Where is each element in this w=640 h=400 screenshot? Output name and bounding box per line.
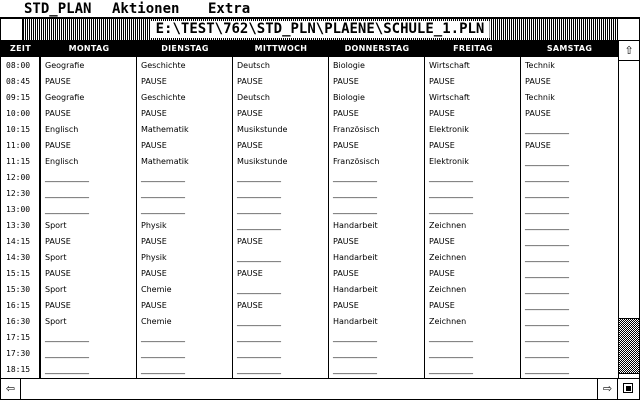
lesson-cell[interactable]: ___________ <box>525 189 569 198</box>
lesson-cell[interactable]: PAUSE <box>333 109 359 118</box>
lesson-cell[interactable]: Sport <box>45 253 67 262</box>
lesson-cell[interactable]: Französisch <box>333 125 380 134</box>
lesson-cell[interactable]: ___________ <box>525 317 569 326</box>
time-cell: 16:30 <box>6 317 31 326</box>
lesson-cell[interactable]: PAUSE <box>141 237 167 246</box>
lesson-cell[interactable]: Handarbeit <box>333 221 378 230</box>
table-row <box>1 170 618 186</box>
time-cell: 12:30 <box>6 189 31 198</box>
lesson-cell[interactable]: PAUSE <box>237 141 263 150</box>
lesson-cell[interactable]: PAUSE <box>333 301 359 310</box>
lesson-cell[interactable]: ___________ <box>237 317 281 326</box>
lesson-cell[interactable]: ___________ <box>45 189 89 198</box>
lesson-cell[interactable]: ___________ <box>333 333 377 342</box>
lesson-cell[interactable]: PAUSE <box>525 77 551 86</box>
lesson-cell[interactable]: ___________ <box>141 333 185 342</box>
lesson-cell[interactable]: ___________ <box>333 365 377 374</box>
lesson-cell[interactable]: PAUSE <box>237 237 263 246</box>
lesson-cell[interactable]: Physik <box>141 253 167 262</box>
lesson-cell[interactable]: ___________ <box>237 349 281 358</box>
table-row <box>1 58 618 74</box>
horizontal-scroll-track[interactable] <box>21 379 595 399</box>
lesson-cell[interactable]: PAUSE <box>333 237 359 246</box>
lesson-cell[interactable]: Mathematik <box>141 157 189 166</box>
lesson-cell[interactable]: Zeichnen <box>429 221 467 230</box>
time-cell: 16:15 <box>6 301 31 310</box>
lesson-cell[interactable]: Geografie <box>45 61 85 70</box>
table-row <box>1 362 618 378</box>
lesson-cell[interactable]: Elektronik <box>429 157 469 166</box>
lesson-cell[interactable]: Deutsch <box>237 61 270 70</box>
lesson-cell[interactable]: ___________ <box>45 365 89 374</box>
scroll-up-button[interactable] <box>619 41 639 61</box>
lesson-cell[interactable]: ___________ <box>333 349 377 358</box>
vertical-scroll-track[interactable] <box>619 61 639 373</box>
lesson-cell[interactable]: Elektronik <box>429 125 469 134</box>
lesson-cell[interactable]: Physik <box>141 221 167 230</box>
lesson-cell[interactable]: ___________ <box>525 205 569 214</box>
time-cell: 11:15 <box>6 157 31 166</box>
time-cell: 18:15 <box>6 365 31 374</box>
lesson-cell[interactable]: Handarbeit <box>333 317 378 326</box>
time-cell: 13:30 <box>6 221 31 230</box>
lesson-cell[interactable]: Geografie <box>45 93 85 102</box>
lesson-cell[interactable]: ___________ <box>237 285 281 294</box>
lesson-cell[interactable]: Biologie <box>333 61 365 70</box>
lesson-cell[interactable]: ___________ <box>45 173 89 182</box>
lesson-cell[interactable]: PAUSE <box>141 269 167 278</box>
time-cell: 17:30 <box>6 349 31 358</box>
scroll-right-button[interactable] <box>597 379 617 399</box>
lesson-cell[interactable]: ___________ <box>525 237 569 246</box>
table-row <box>1 250 618 266</box>
lesson-cell[interactable]: Biologie <box>333 93 365 102</box>
table-row <box>1 282 618 298</box>
time-cell: 08:00 <box>6 61 31 70</box>
lesson-cell[interactable]: PAUSE <box>45 77 71 86</box>
lesson-cell[interactable]: ___________ <box>429 349 473 358</box>
lesson-cell[interactable]: ___________ <box>237 253 281 262</box>
window-titlebar[interactable] <box>1 19 639 41</box>
arrow-up-icon: ⇧ <box>624 44 634 57</box>
lesson-cell[interactable]: ___________ <box>141 349 185 358</box>
lesson-cell[interactable]: ___________ <box>525 285 569 294</box>
lesson-cell[interactable]: ___________ <box>525 333 569 342</box>
table-row <box>1 314 618 330</box>
plan-window <box>0 18 640 400</box>
lesson-cell[interactable]: PAUSE <box>45 141 71 150</box>
table-row <box>1 106 618 122</box>
lesson-cell[interactable]: ___________ <box>45 349 89 358</box>
lesson-cell[interactable]: PAUSE <box>525 109 551 118</box>
lesson-cell[interactable]: Französisch <box>333 157 380 166</box>
lesson-cell[interactable]: Technik <box>525 93 555 102</box>
menu-aktionen[interactable]: Aktionen <box>112 1 180 17</box>
lesson-cell[interactable]: Sport <box>45 317 67 326</box>
time-cell: 13:00 <box>6 205 31 214</box>
lesson-cell[interactable]: ___________ <box>525 301 569 310</box>
arrow-left-icon: ⇦ <box>5 382 16 395</box>
table-row <box>1 346 618 362</box>
table-row <box>1 234 618 250</box>
lesson-cell[interactable]: PAUSE <box>429 237 455 246</box>
lesson-cell[interactable]: Handarbeit <box>333 285 378 294</box>
lesson-cell[interactable]: PAUSE <box>45 301 71 310</box>
lesson-cell[interactable]: Geschichte <box>141 61 186 70</box>
column-header-2: DIENSTAG <box>161 44 209 53</box>
lesson-cell[interactable]: Technik <box>525 61 555 70</box>
lesson-cell[interactable]: Chemie <box>141 285 172 294</box>
lesson-cell[interactable]: PAUSE <box>237 109 263 118</box>
lesson-cell[interactable]: PAUSE <box>45 237 71 246</box>
table-row <box>1 186 618 202</box>
lesson-cell[interactable]: ___________ <box>237 173 281 182</box>
column-header-6: SAMSTAG <box>546 44 593 53</box>
time-cell: 15:30 <box>6 285 31 294</box>
lesson-cell[interactable]: PAUSE <box>237 269 263 278</box>
window-title: E:\TEST\762\STD_PLN\PLAENE\SCHULE_1.PLN <box>151 21 490 38</box>
lesson-cell[interactable]: ___________ <box>429 189 473 198</box>
column-header-5: FREITAG <box>453 44 493 53</box>
column-header-3: MITTWOCH <box>254 44 308 53</box>
resize-icon <box>623 383 633 393</box>
time-cell: 17:15 <box>6 333 31 342</box>
table-row <box>1 218 618 234</box>
time-cell: 12:00 <box>6 173 31 182</box>
time-cell: 14:15 <box>6 237 31 246</box>
menu-bar <box>0 0 640 18</box>
table-row <box>1 330 618 346</box>
lesson-cell[interactable]: ___________ <box>429 365 473 374</box>
table-row <box>1 154 618 170</box>
lesson-cell[interactable]: ___________ <box>525 157 569 166</box>
lesson-cell[interactable]: PAUSE <box>45 109 71 118</box>
lesson-cell[interactable]: ___________ <box>141 173 185 182</box>
lesson-cell[interactable]: PAUSE <box>141 109 167 118</box>
lesson-cell[interactable]: Wirtschaft <box>429 61 470 70</box>
lesson-cell[interactable]: Handarbeit <box>333 253 378 262</box>
lesson-cell[interactable]: ___________ <box>141 365 185 374</box>
column-header-4: DONNERSTAG <box>344 44 410 53</box>
time-cell: 10:15 <box>6 125 31 134</box>
vertical-scrollbar[interactable] <box>618 41 639 393</box>
table-row <box>1 122 618 138</box>
lesson-cell[interactable]: Musikstunde <box>237 125 288 134</box>
lesson-cell[interactable]: PAUSE <box>525 141 551 150</box>
lesson-cell[interactable]: Musikstunde <box>237 157 288 166</box>
lesson-cell[interactable]: Geschichte <box>141 93 186 102</box>
column-header-1: MONTAG <box>68 44 110 53</box>
lesson-cell[interactable]: PAUSE <box>333 141 359 150</box>
column-header-0: ZEIT <box>10 44 31 53</box>
scroll-left-button[interactable] <box>1 379 21 399</box>
fuller-box[interactable] <box>617 19 639 40</box>
lesson-cell[interactable]: ___________ <box>333 173 377 182</box>
lesson-cell[interactable]: PAUSE <box>429 77 455 86</box>
lesson-cell[interactable]: ___________ <box>237 365 281 374</box>
table-row <box>1 90 618 106</box>
lesson-cell[interactable]: PAUSE <box>429 109 455 118</box>
lesson-cell[interactable]: Sport <box>45 285 67 294</box>
time-cell: 15:15 <box>6 269 31 278</box>
lesson-cell[interactable]: PAUSE <box>333 77 359 86</box>
lesson-cell[interactable]: ___________ <box>525 365 569 374</box>
time-cell: 09:15 <box>6 93 31 102</box>
lesson-cell[interactable]: Englisch <box>45 157 79 166</box>
time-cell: 08:45 <box>6 77 31 86</box>
lesson-cell[interactable]: ___________ <box>141 205 185 214</box>
lesson-cell[interactable]: Sport <box>45 221 67 230</box>
time-cell: 14:30 <box>6 253 31 262</box>
time-cell: 11:00 <box>6 141 31 150</box>
lesson-cell[interactable]: ___________ <box>333 205 377 214</box>
lesson-cell[interactable]: ___________ <box>237 205 281 214</box>
lesson-cell[interactable]: PAUSE <box>429 301 455 310</box>
lesson-cell[interactable]: ___________ <box>525 221 569 230</box>
lesson-cell[interactable]: Chemie <box>141 317 172 326</box>
lesson-cell[interactable]: Mathematik <box>141 125 189 134</box>
vertical-scroll-thumb[interactable] <box>619 61 639 319</box>
lesson-cell[interactable]: ___________ <box>525 125 569 134</box>
lesson-cell[interactable]: Wirtschaft <box>429 93 470 102</box>
lesson-cell[interactable]: Englisch <box>45 125 79 134</box>
time-cell: 10:00 <box>6 109 31 118</box>
lesson-cell[interactable]: PAUSE <box>141 141 167 150</box>
lesson-cell[interactable]: PAUSE <box>429 269 455 278</box>
lesson-cell[interactable]: ___________ <box>45 205 89 214</box>
lesson-cell[interactable]: ___________ <box>429 333 473 342</box>
lesson-cell[interactable]: ___________ <box>525 349 569 358</box>
lesson-cell[interactable]: PAUSE <box>237 77 263 86</box>
arrow-right-icon: ⇨ <box>602 382 613 395</box>
lesson-cell[interactable]: ___________ <box>45 333 89 342</box>
lesson-cell[interactable]: Zeichnen <box>429 317 467 326</box>
lesson-cell[interactable]: PAUSE <box>429 141 455 150</box>
timetable-grid <box>1 57 618 395</box>
lesson-cell[interactable]: ___________ <box>525 269 569 278</box>
lesson-cell[interactable]: ___________ <box>429 205 473 214</box>
lesson-cell[interactable]: ___________ <box>333 189 377 198</box>
table-row <box>1 138 618 154</box>
close-box[interactable] <box>1 19 23 40</box>
lesson-cell[interactable]: Zeichnen <box>429 285 467 294</box>
lesson-cell[interactable]: PAUSE <box>237 301 263 310</box>
table-header-row <box>1 41 618 57</box>
lesson-cell[interactable]: Deutsch <box>237 93 270 102</box>
lesson-cell[interactable]: ___________ <box>525 253 569 262</box>
lesson-cell[interactable]: Zeichnen <box>429 253 467 262</box>
lesson-cell[interactable]: PAUSE <box>141 77 167 86</box>
lesson-cell[interactable]: ___________ <box>429 173 473 182</box>
table-row <box>1 298 618 314</box>
menu-std-plan[interactable]: STD_PLAN <box>24 1 92 17</box>
lesson-cell[interactable]: ___________ <box>237 221 281 230</box>
lesson-cell[interactable]: PAUSE <box>333 269 359 278</box>
lesson-cell[interactable]: ___________ <box>141 189 185 198</box>
lesson-cell[interactable]: ___________ <box>237 189 281 198</box>
lesson-cell[interactable]: PAUSE <box>141 301 167 310</box>
table-row <box>1 266 618 282</box>
table-row <box>1 74 618 90</box>
lesson-cell[interactable]: ___________ <box>237 333 281 342</box>
menu-extra[interactable]: Extra <box>208 1 251 17</box>
lesson-cell[interactable]: ___________ <box>525 173 569 182</box>
lesson-cell[interactable]: PAUSE <box>45 269 71 278</box>
resize-box[interactable] <box>617 379 639 399</box>
table-row <box>1 202 618 218</box>
horizontal-scrollbar[interactable] <box>1 378 639 399</box>
